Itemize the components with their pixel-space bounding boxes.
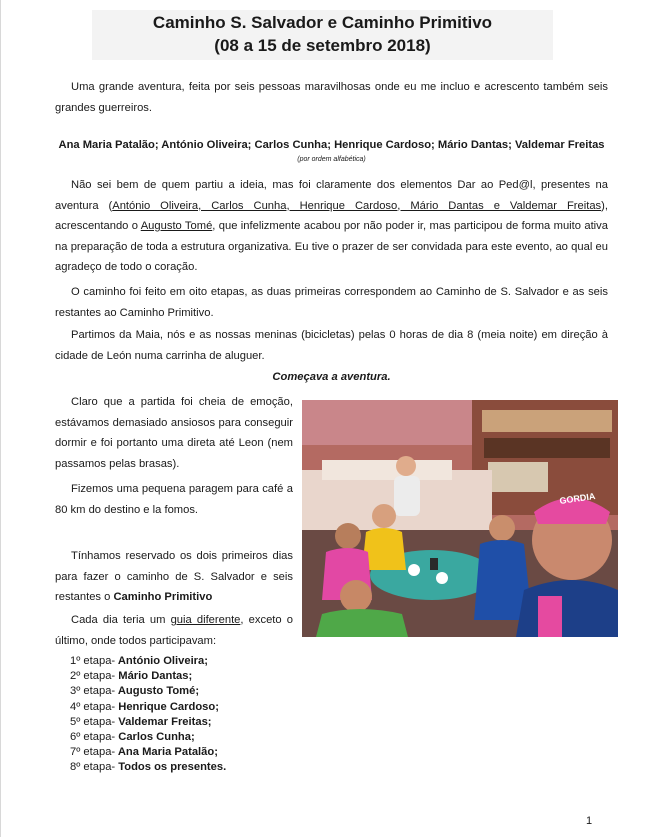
- reserved-bold: Caminho Primitivo: [113, 591, 213, 603]
- idea-text-1: Não sei bem de quem partiu a ideia, mas foi claramente dos elementos Dar ao Ped@l, presentes na aventura (: [55, 179, 608, 212]
- emotion-paragraph: Claro que a partida foi cheia de emoção, estávamos demasiado ansiosos para conseguir dormir e foi portanto uma direta até Leon (nem passamos pelas brasas).: [55, 396, 293, 470]
- page-edge: [0, 0, 1, 837]
- stage-item: [70, 745, 226, 760]
- stage-name: Carlos Cunha;: [118, 731, 195, 744]
- idea-paragraph: [55, 175, 608, 278]
- stage-num: 7º etapa-: [70, 746, 116, 759]
- stage-item: [70, 730, 226, 745]
- stage-item: [70, 760, 226, 775]
- reserved-paragraph: [55, 546, 293, 608]
- stage-name: Ana Maria Patalão;: [117, 746, 218, 759]
- stage-num: 6º etapa-: [70, 731, 116, 744]
- stage-num: 5º etapa-: [70, 715, 116, 728]
- idea-underlined-augusto: Augusto Tomé: [140, 220, 213, 232]
- stage-num: 8º etapa-: [70, 761, 116, 774]
- guide-underlined: guia diferente: [170, 614, 241, 626]
- reserved-text: Tínhamos reservado os dois primeiros dias para fazer o caminho de S. Salvador e seis restantes o: [55, 550, 293, 603]
- group-selfie-photo: [302, 400, 618, 637]
- stage-name: António Oliveira;: [117, 655, 208, 667]
- stage-name: Mário Dantas;: [118, 670, 193, 683]
- stage-num: 3º etapa-: [70, 685, 116, 698]
- stages-list: [70, 654, 226, 776]
- departure-paragraph: Partimos da Maia, nós e as nossas meninas (bicicletas) pelas 0 horas de dia 8 (meia noite) em direção à cidade de León numa carrinha de aluguer.: [55, 329, 608, 362]
- stage-num: 2º etapa-: [70, 670, 116, 683]
- idea-text-3: , que infelizmente acabou por não poder ir, mas participou de forma muito ativa na preparação de toda a estrutura organizativa. Eu tive o prazer de ser convidada para este evento, ao qual eu agradeço de todo o coração.: [55, 220, 608, 273]
- title-line-1: Caminho S. Salvador e Caminho Primitivo: [152, 13, 493, 32]
- participants-list: Ana Maria Patalão; António Oliveira; Carlos Cunha; Henrique Cardoso; Mário Dantas; Valdemar Freitas: [58, 139, 605, 151]
- stage-num: 4º etapa-: [70, 700, 116, 713]
- stop-paragraph: Fizemos uma pequena paragem para café a 80 km do destino e la fomos.: [55, 483, 293, 516]
- guide-text-2: , exceto o último, onde todos participavam:: [55, 614, 293, 647]
- adventure-heading: Começava a aventura.: [272, 371, 391, 383]
- order-note: (por ordem alfabética): [297, 156, 366, 163]
- stage-item: [70, 654, 226, 669]
- idea-underlined-names: António Oliveira, Carlos Cunha, Henrique Cardoso, Mário Dantas e Valdemar Freitas: [112, 199, 602, 212]
- intro-paragraph: Uma grande aventura, feita por seis pessoas maravilhosas onde eu me incluo e acrescento também seis grandes guerreiros.: [55, 81, 608, 114]
- stage-name: Henrique Cardoso;: [118, 700, 219, 713]
- route-paragraph: O caminho foi feito em oito etapas, as duas primeiras correspondem ao Caminho de S. Salvador e as seis restantes ao Caminho Primitivo.: [55, 286, 608, 319]
- stage-name: Todos os presentes.: [118, 761, 227, 774]
- title-line-2: (08 a 15 de setembro 2018): [214, 36, 431, 55]
- stage-item: [70, 684, 226, 699]
- guide-text-1: Cada dia teria um: [71, 614, 171, 626]
- stage-name: Augusto Tomé;: [117, 685, 200, 698]
- stage-item: [70, 700, 226, 715]
- idea-text-2: ), acrescentando o: [55, 199, 608, 232]
- page-number: 1: [586, 815, 593, 827]
- stage-name: Valdemar Freitas;: [118, 715, 212, 728]
- jersey-lettering: GORDIA: [558, 491, 596, 506]
- guide-paragraph: [55, 610, 293, 651]
- stage-item: [70, 715, 226, 730]
- stage-num: 1º etapa-: [70, 655, 116, 667]
- stage-item: [70, 669, 226, 684]
